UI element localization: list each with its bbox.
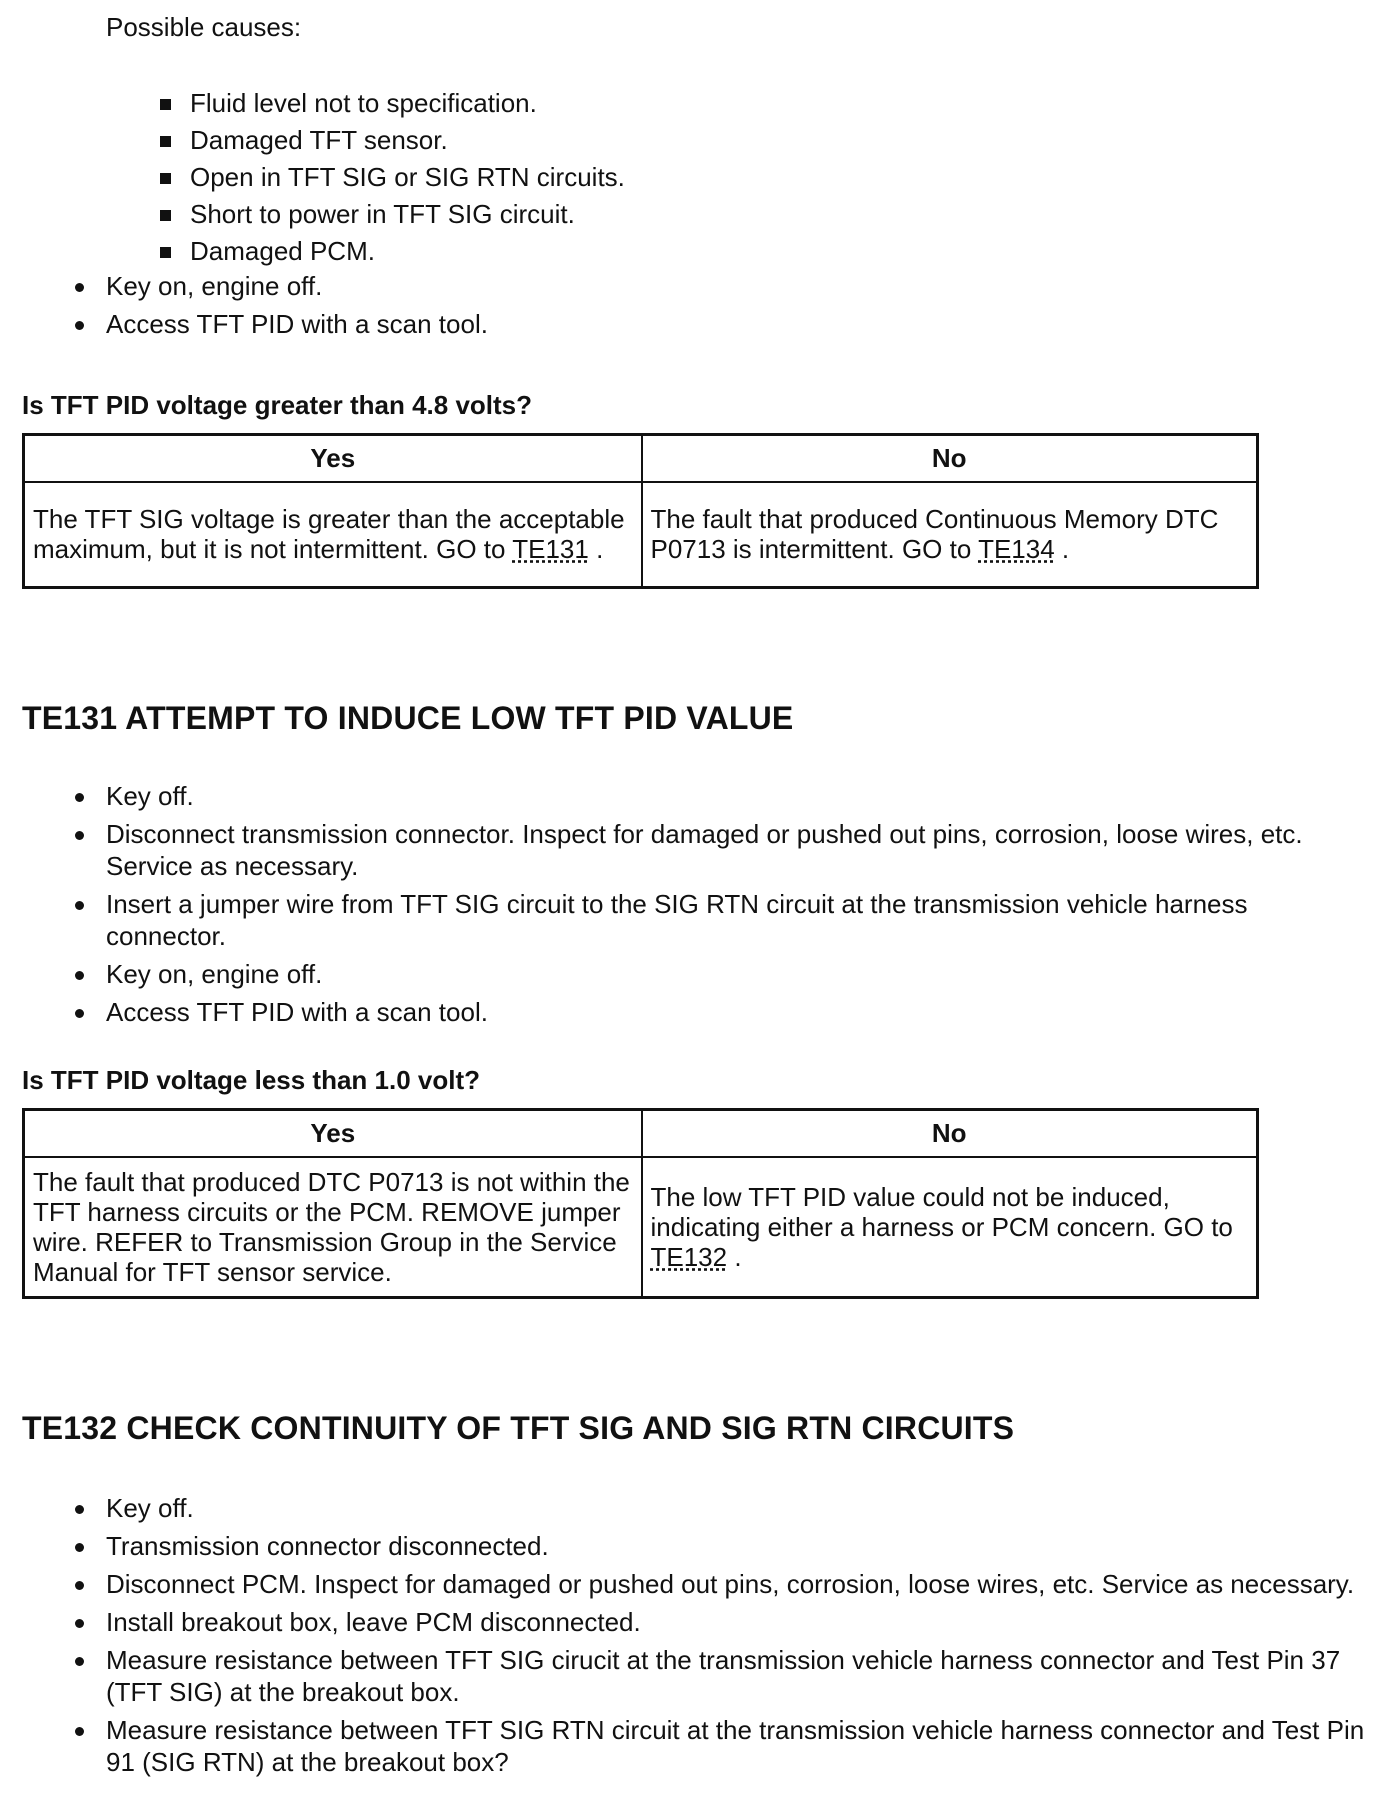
causes-list — [158, 85, 625, 270]
te131-heading: TE131 ATTEMPT TO INDUCE LOW TFT PID VALUE — [22, 700, 794, 736]
no-cell — [642, 1157, 1258, 1297]
yes-no-table-te131 — [22, 1108, 1259, 1299]
list-item: Insert a jumper wire from TFT SIG circuit to the SIG RTN circuit at the transmission vehicle harness connector. — [70, 888, 1370, 952]
list-item: Transmission connector disconnected. — [70, 1530, 1370, 1562]
list-item: Disconnect transmission connector. Inspect for damaged or pushed out pins, corrosion, loose wires, etc. Service as necessary. — [70, 818, 1370, 882]
list-item: Fluid level not to specification. — [158, 85, 625, 122]
te132-link[interactable]: TE132 — [650, 1241, 728, 1272]
yes-no-table-section0 — [22, 433, 1259, 589]
steps-list-section0 — [70, 270, 1370, 346]
yes-end: . — [588, 534, 604, 565]
yes-cell — [24, 482, 642, 587]
no-end: . — [1054, 534, 1070, 565]
no-text: The fault that produced Continuous Memory DTC P0713 is intermittent. GO to — [650, 504, 1219, 565]
te134-link[interactable]: TE134 — [978, 534, 1055, 565]
yes-header: Yes — [24, 1110, 642, 1158]
te131-link[interactable]: TE131 — [512, 534, 589, 565]
yes-cell: The fault that produced DTC P0713 is not within the TFT harness circuits or the PCM. REMOVE jumper wire. REFER to Transmission Group in the Service Manual for TFT sensor service. — [24, 1157, 642, 1297]
question-voltage-less: Is TFT PID voltage less than 1.0 volt? — [22, 1065, 480, 1095]
list-item: Access TFT PID with a scan tool. — [70, 308, 1370, 340]
list-item: Key off. — [70, 1492, 1370, 1524]
list-item: Key on, engine off. — [70, 958, 1370, 990]
te132-heading: TE132 CHECK CONTINUITY OF TFT SIG AND SIG RTN CIRCUITS — [22, 1410, 1015, 1446]
yes-text: The TFT SIG voltage is greater than the acceptable maximum, but it is not intermittent. GO to — [33, 504, 625, 565]
list-item: Access TFT PID with a scan tool. — [70, 996, 1370, 1028]
possible-causes-label: Possible causes: — [106, 12, 302, 42]
no-end: . — [727, 1241, 742, 1272]
no-cell — [642, 482, 1258, 587]
question-voltage-greater: Is TFT PID voltage greater than 4.8 volts? — [22, 390, 533, 420]
no-text: The low TFT PID value could not be induced, indicating either a harness or PCM concern. GO to — [650, 1181, 1233, 1242]
list-item: Measure resistance between TFT SIG cirucit at the transmission vehicle harness connector and Test Pin 37 (TFT SIG) at the breakout box. — [70, 1644, 1370, 1708]
list-item: Open in TFT SIG or SIG RTN circuits. — [158, 159, 625, 196]
no-header: No — [642, 1110, 1258, 1158]
list-item: Damaged TFT sensor. — [158, 122, 625, 159]
no-header: No — [642, 435, 1258, 483]
list-item: Disconnect PCM. Inspect for damaged or pushed out pins, corrosion, loose wires, etc. Service as necessary. — [70, 1568, 1370, 1600]
list-item: Measure resistance between TFT SIG RTN circuit at the transmission vehicle harness connector and Test Pin 91 (SIG RTN) at the breakout box? — [70, 1714, 1370, 1778]
yes-header: Yes — [24, 435, 642, 483]
steps-list-te132 — [70, 1492, 1370, 1784]
list-item: Damaged PCM. — [158, 233, 625, 270]
steps-list-te131 — [70, 780, 1370, 1034]
list-item: Install breakout box, leave PCM disconnected. — [70, 1606, 1370, 1638]
list-item: Key on, engine off. — [70, 270, 1370, 302]
list-item: Key off. — [70, 780, 1370, 812]
list-item: Short to power in TFT SIG circuit. — [158, 196, 625, 233]
